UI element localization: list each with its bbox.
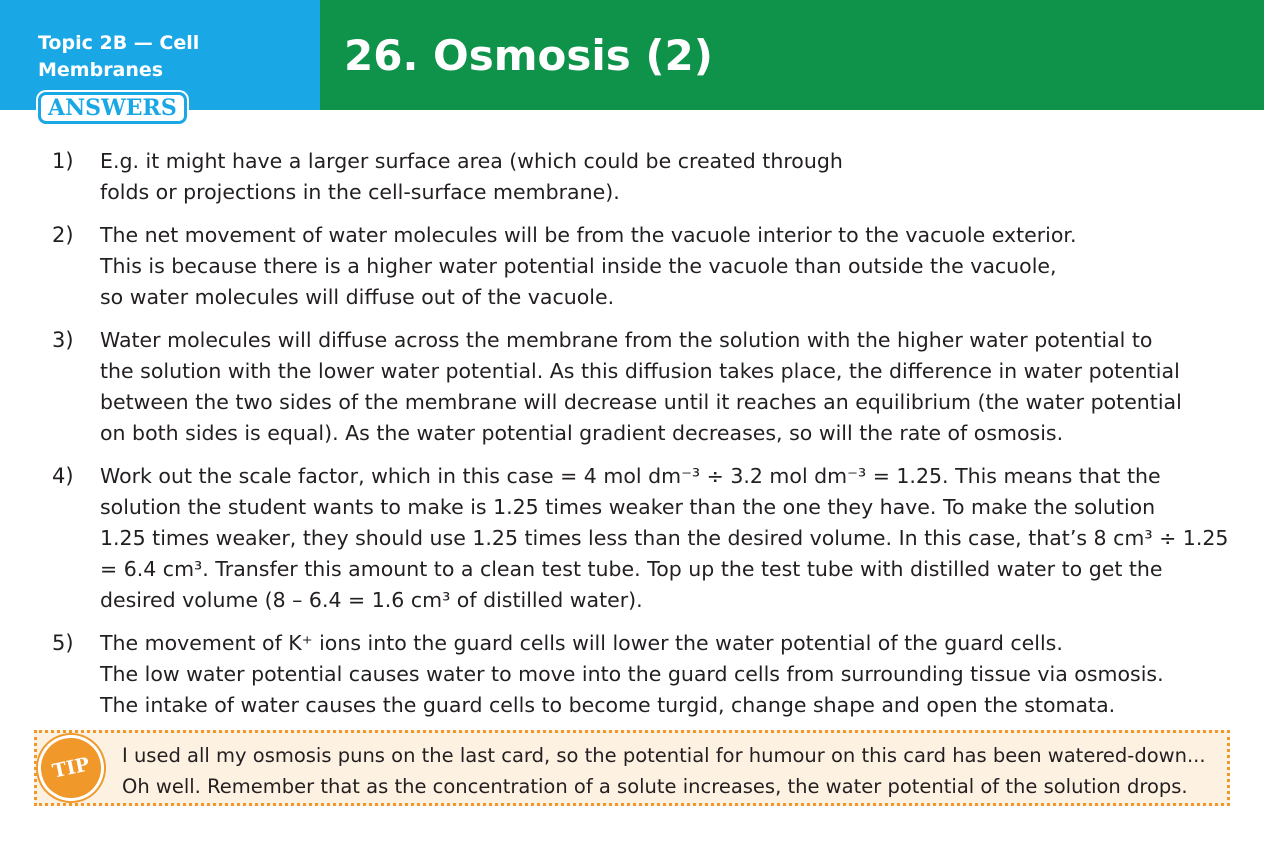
answer-line: so water molecules will diffuse out of the vacuole.: [100, 285, 615, 309]
answer-item: [52, 146, 1242, 208]
answer-line: solution the student wants to make is 1.25 times weaker than the one they have. To make the solution: [100, 495, 1156, 519]
answer-line: the solution with the lower water potential. As this diffusion takes place, the difference in water potential: [100, 359, 1180, 383]
item-number: 3): [52, 328, 74, 352]
answer-line: The net movement of water molecules will be from the vacuole interior to the vacuole exterior.: [100, 223, 1077, 247]
answer-line: desired volume (8 – 6.4 = 1.6 cm³ of distilled water).: [100, 588, 643, 612]
answer-item: [52, 461, 1242, 616]
item-number: 5): [52, 631, 74, 655]
answer-item: [52, 628, 1242, 721]
answer-item: [52, 220, 1242, 313]
answer-line: E.g. it might have a larger surface area (which could be created through: [100, 149, 843, 173]
item-number: 1): [52, 149, 74, 173]
answers-list: [52, 146, 1242, 733]
answers-badge: ANSWERS: [38, 92, 187, 124]
tip-line: I used all my osmosis puns on the last card, so the potential for humour on this card has been watered-down...: [122, 744, 1206, 767]
answer-line: The low water potential causes water to move into the guard cells from surrounding tissue via osmosis.: [100, 662, 1164, 686]
answer-item: [52, 325, 1242, 449]
answer-line: = 6.4 cm³. Transfer this amount to a clean test tube. Top up the test tube with distilled water to get the: [100, 557, 1163, 581]
page-title: 26. Osmosis (2): [344, 31, 713, 80]
answer-line: The movement of K⁺ ions into the guard cells will lower the water potential of the guard cells.: [100, 631, 1063, 655]
tip-line: Oh well. Remember that as the concentration of a solute increases, the water potential of the solution drops.: [122, 775, 1188, 798]
answer-line: 1.25 times weaker, they should use 1.25 times less than the desired volume. In this case, that’s 8 cm³ ÷ 1.25: [100, 526, 1229, 550]
tip-text: [122, 740, 1206, 802]
answer-line: Water molecules will diffuse across the membrane from the solution with the higher water potential to: [100, 328, 1153, 352]
answer-line: This is because there is a higher water potential inside the vacuole than outside the vacuole,: [100, 254, 1057, 278]
answer-line: folds or projections in the cell-surface membrane).: [100, 180, 620, 204]
answer-line: on both sides is equal). As the water potential gradient decreases, so will the rate of osmosis.: [100, 421, 1064, 445]
topic-label: Topic 2B — Cell Membranes: [38, 32, 200, 81]
item-number: 2): [52, 223, 74, 247]
tip-badge-icon: TIP: [32, 729, 110, 807]
item-number: 4): [52, 464, 74, 488]
answer-line: between the two sides of the membrane will decrease until it reaches an equilibrium (the water potential: [100, 390, 1182, 414]
answer-line: The intake of water causes the guard cells to become turgid, change shape and open the stomata.: [100, 693, 1116, 717]
answer-line: Work out the scale factor, which in this case = 4 mol dm⁻³ ÷ 3.2 mol dm⁻³ = 1.25. This means that the: [100, 464, 1161, 488]
